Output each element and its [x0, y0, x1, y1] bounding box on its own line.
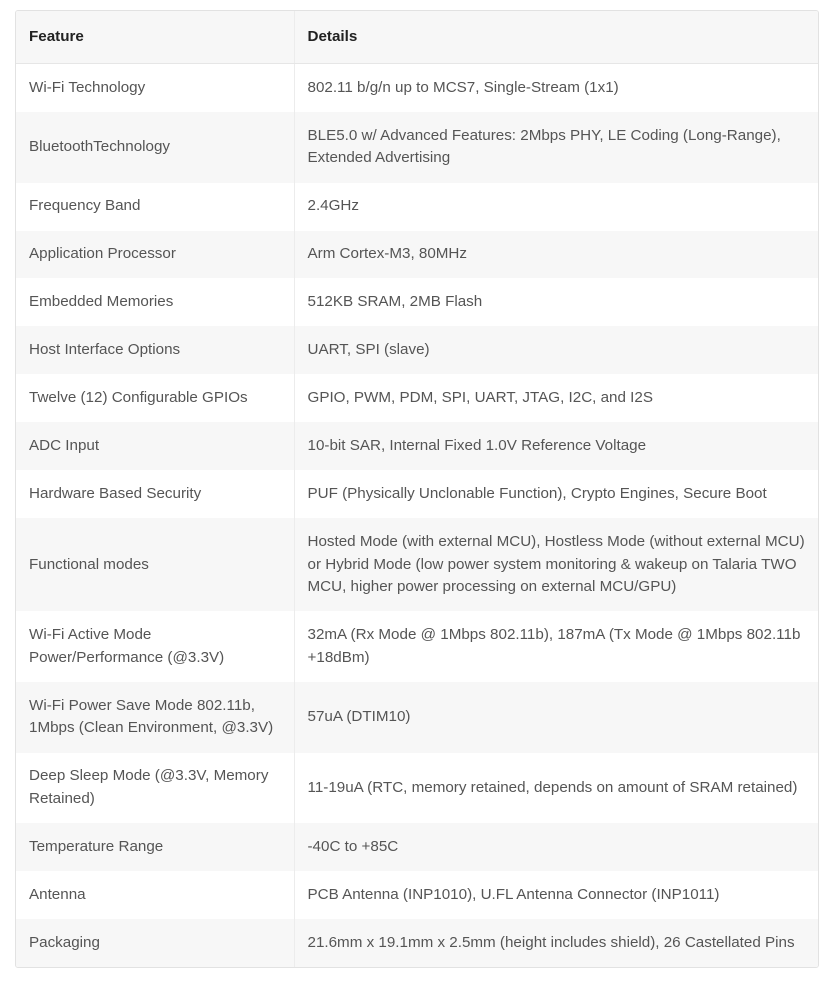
- details-cell: 10-bit SAR, Internal Fixed 1.0V Reference Voltage: [294, 422, 818, 470]
- feature-cell: Deep Sleep Mode (@3.3V, Memory Retained): [16, 753, 294, 824]
- table-row: [16, 470, 818, 518]
- details-cell: 802.11 b/g/n up to MCS7, Single-Stream (1x1): [294, 64, 818, 112]
- table-row: [16, 374, 818, 422]
- table-row: [16, 753, 818, 824]
- table-row: [16, 326, 818, 374]
- feature-cell: Embedded Memories: [16, 278, 294, 326]
- feature-cell: Wi-Fi Power Save Mode 802.11b, 1Mbps (Clean Environment, @3.3V): [16, 682, 294, 753]
- feature-cell: Application Processor: [16, 231, 294, 279]
- feature-cell: Packaging: [16, 919, 294, 967]
- spec-table-container: [15, 10, 819, 968]
- feature-cell: Hardware Based Security: [16, 470, 294, 518]
- feature-cell: BluetoothTechnology: [16, 112, 294, 183]
- details-cell: -40C to +85C: [294, 823, 818, 871]
- table-row: [16, 231, 818, 279]
- table-row: [16, 611, 818, 682]
- table-row: [16, 919, 818, 967]
- details-cell: BLE5.0 w/ Advanced Features: 2Mbps PHY, LE Coding (Long-Range), Extended Advertising: [294, 112, 818, 183]
- details-cell: GPIO, PWM, PDM, SPI, UART, JTAG, I2C, and I2S: [294, 374, 818, 422]
- details-cell: 32mA (Rx Mode @ 1Mbps 802.11b), 187mA (Tx Mode @ 1Mbps 802.11b +18dBm): [294, 611, 818, 682]
- header-feature: Feature: [16, 11, 294, 64]
- table-row: [16, 64, 818, 112]
- details-cell: 512KB SRAM, 2MB Flash: [294, 278, 818, 326]
- table-row: [16, 871, 818, 919]
- table-header: [16, 11, 818, 64]
- table-row: [16, 682, 818, 753]
- details-cell: PCB Antenna (INP1010), U.FL Antenna Connector (INP1011): [294, 871, 818, 919]
- feature-cell: Antenna: [16, 871, 294, 919]
- table-row: [16, 183, 818, 231]
- feature-cell: Wi-Fi Active Mode Power/Performance (@3.3V): [16, 611, 294, 682]
- details-cell: Arm Cortex-M3, 80MHz: [294, 231, 818, 279]
- details-cell: 21.6mm x 19.1mm x 2.5mm (height includes shield), 26 Castellated Pins: [294, 919, 818, 967]
- details-cell: 57uA (DTIM10): [294, 682, 818, 753]
- feature-cell: Host Interface Options: [16, 326, 294, 374]
- table-row: [16, 823, 818, 871]
- details-cell: Hosted Mode (with external MCU), Hostless Mode (without external MCU) or Hybrid Mode (low power system monitoring & wakeup on Talaria TWO MCU, higher power processing on external MCU/GPU): [294, 518, 818, 611]
- details-cell: 2.4GHz: [294, 183, 818, 231]
- header-row: [16, 11, 818, 64]
- table-row: [16, 518, 818, 611]
- details-cell: UART, SPI (slave): [294, 326, 818, 374]
- header-details: Details: [294, 11, 818, 64]
- feature-cell: Wi-Fi Technology: [16, 64, 294, 112]
- feature-cell: Twelve (12) Configurable GPIOs: [16, 374, 294, 422]
- spec-table: [16, 11, 818, 967]
- feature-cell: Frequency Band: [16, 183, 294, 231]
- feature-cell: ADC Input: [16, 422, 294, 470]
- table-row: [16, 278, 818, 326]
- feature-cell: Temperature Range: [16, 823, 294, 871]
- table-row: [16, 112, 818, 183]
- details-cell: PUF (Physically Unclonable Function), Crypto Engines, Secure Boot: [294, 470, 818, 518]
- feature-cell: Functional modes: [16, 518, 294, 611]
- table-row: [16, 422, 818, 470]
- table-body: [16, 64, 818, 968]
- details-cell: 11-19uA (RTC, memory retained, depends on amount of SRAM retained): [294, 753, 818, 824]
